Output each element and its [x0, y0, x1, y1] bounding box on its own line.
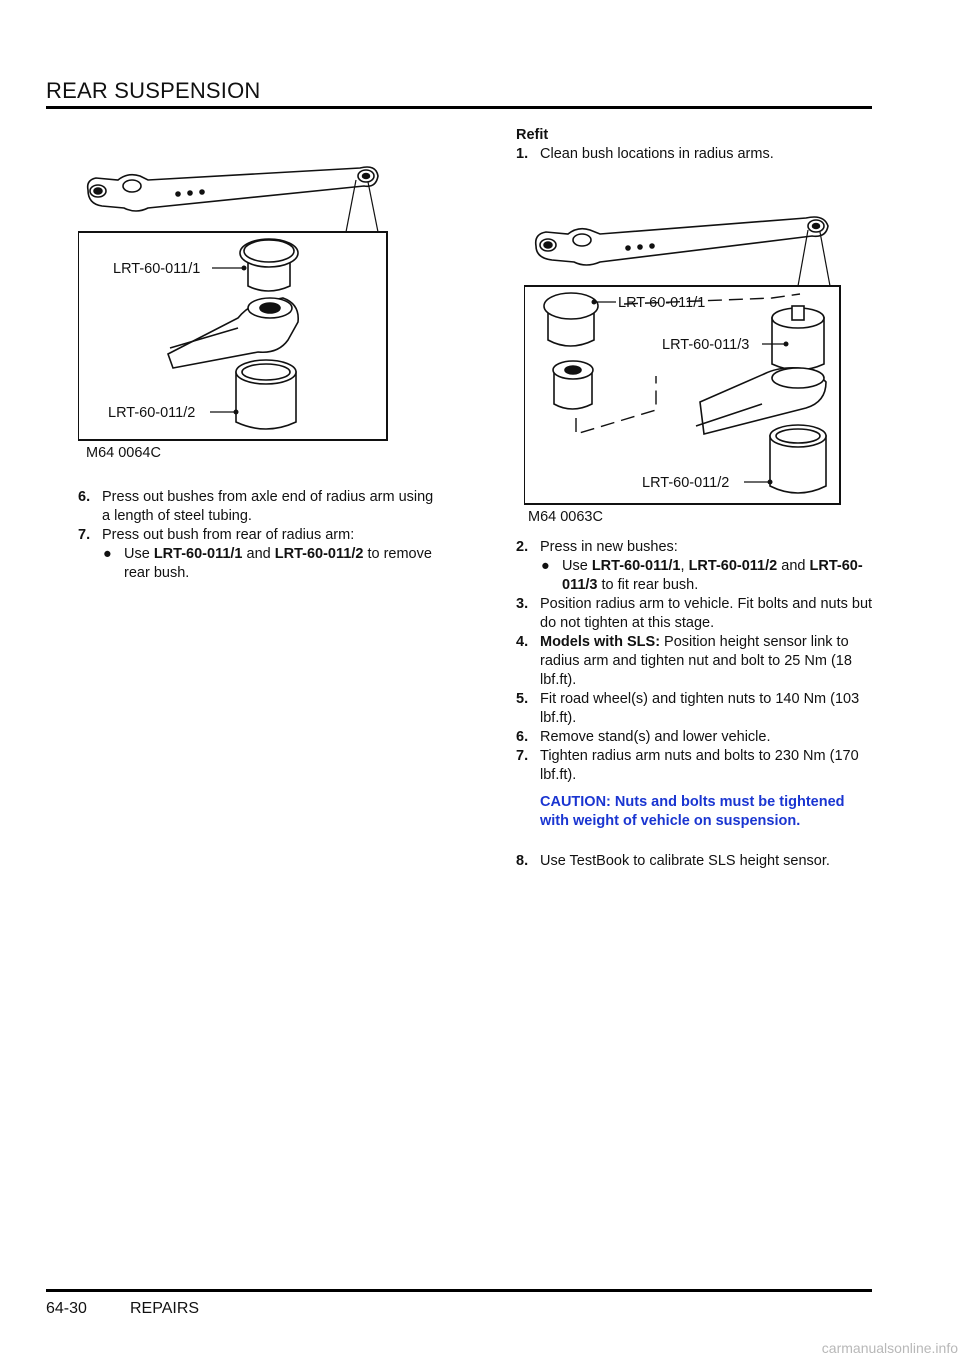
refit-step-5-text: Fit road wheel(s) and tighten nuts to 140 Nm (103 lbf.ft). — [540, 691, 860, 726]
refit-step-2 — [516, 538, 876, 557]
radius-arm-overview-2 — [536, 217, 828, 265]
refit-step-3-number: 3. — [516, 596, 529, 612]
refit-step-1-text: Clean bush locations in radius arms. — [540, 146, 774, 162]
footer-page-number: 64-30 — [46, 1300, 87, 1317]
refit-step-6-number: 6. — [516, 729, 529, 745]
page-header-title: REAR SUSPENSION — [46, 78, 261, 103]
footer-section: REPAIRS — [130, 1300, 200, 1317]
tool-cap-drawing-2 — [544, 293, 598, 346]
figure-2-reference: M64 0063C — [528, 509, 603, 525]
arm-eye-drawing-2 — [696, 368, 826, 434]
figure-bush-fitting — [524, 206, 844, 526]
tool-ref-2: LRT-60-011/2 — [688, 558, 778, 574]
tool-cup-drawing-2 — [770, 425, 826, 493]
bullet-text-mid: and — [777, 558, 810, 574]
refit-step-5-number: 5. — [516, 691, 529, 707]
tool-ref-1: LRT-60-011/1 — [591, 558, 681, 574]
bullet-icon: ● — [103, 546, 112, 562]
figure-2-illustration — [524, 206, 844, 526]
figure-1-illustration — [78, 158, 398, 468]
step-6-number: 6. — [78, 489, 91, 505]
refit-step-3 — [516, 595, 876, 633]
refit-step-6-text: Remove stand(s) and lower vehicle. — [540, 729, 771, 745]
step-6 — [78, 488, 438, 526]
header-rule — [46, 106, 872, 109]
figure-2-label-tool-2: LRT-60-011/2 — [642, 475, 730, 491]
figure-1-reference: M64 0064C — [86, 445, 161, 461]
tool-ref-2: LRT-60-011/2 — [274, 546, 364, 562]
refit-step-4-number: 4. — [516, 634, 529, 650]
refit-step-3-text: Position radius arm to vehicle. Fit bolts and nuts but do not tighten at this stage. — [540, 596, 873, 631]
bush-drawing — [553, 361, 593, 409]
tool-ref-3: LRT-60-011/3 — [562, 558, 863, 593]
refit-step-8 — [516, 852, 876, 871]
step-6-text: Press out bushes from axle end of radius arm using a length of steel tubing. — [102, 489, 434, 524]
bullet-text-post: to fit rear bush. — [597, 577, 699, 593]
refit-step-8-number: 8. — [516, 853, 529, 869]
refit-step-4 — [516, 633, 876, 690]
figure-2-label-tool-3: LRT-60-011/3 — [662, 337, 750, 353]
refit-step-2-text: Press in new bushes: — [540, 539, 678, 555]
arm-eye-drawing — [168, 298, 298, 368]
bullet-text-mid: and — [242, 546, 275, 562]
refit-step-1 — [516, 145, 876, 164]
bullet-text-pre: Use — [124, 546, 154, 562]
refit-step-2-number: 2. — [516, 539, 529, 555]
refit-intro — [516, 126, 876, 164]
refit-step-4-qualifier: Models with SLS: — [540, 634, 661, 650]
tool-cup-drawing — [236, 360, 296, 429]
refit-step-7-text: Tighten radius arm nuts and bolts to 230 Nm (170 lbf.ft). — [540, 748, 859, 783]
radius-arm-overview — [88, 167, 378, 211]
refit-heading: Refit — [516, 127, 549, 143]
caution-note: CAUTION: Nuts and bolts must be tightened with weight of vehicle on suspension. — [540, 794, 845, 829]
tool-cap-drawing — [240, 239, 298, 291]
left-column — [78, 488, 438, 583]
figure-1-label-tool-1: LRT-60-011/1 — [113, 261, 201, 277]
figure-1-label-tool-2: LRT-60-011/2 — [108, 405, 196, 421]
refit-step-4-text: Position height sensor link to radius arm and tighten nut and bolt to 25 Nm (18 lbf.ft). — [540, 634, 852, 688]
figure-radius-arm-removal — [78, 158, 398, 468]
tool-ref-1: LRT-60-011/1 — [153, 546, 243, 562]
refit-step-6 — [516, 728, 876, 747]
tool-threaded-drawing — [772, 306, 824, 370]
bullet-icon: ● — [541, 558, 550, 574]
step-7-number: 7. — [78, 527, 91, 543]
step-7-text: Press out bush from rear of radius arm: — [102, 527, 355, 543]
bullet-text-pre: Use — [562, 558, 592, 574]
refit-step-7 — [516, 747, 876, 785]
refit-step-2-bullet — [516, 557, 876, 595]
step-7 — [78, 526, 438, 545]
watermark: carmanualsonline.info — [821, 1340, 958, 1356]
refit-step-8-text: Use TestBook to calibrate SLS height sensor. — [540, 853, 830, 869]
figure-2-label-tool-1: LRT-60-011/1 — [618, 295, 706, 311]
bullet-text-sep: , — [680, 558, 689, 574]
step-7-bullet — [78, 545, 438, 583]
footer-rule — [46, 1289, 872, 1292]
bullet-text-post: to remove rear bush. — [124, 546, 432, 581]
refit-steps — [516, 538, 876, 871]
refit-step-7-number: 7. — [516, 748, 529, 764]
refit-step-5 — [516, 690, 876, 728]
refit-step-1-number: 1. — [516, 146, 529, 162]
